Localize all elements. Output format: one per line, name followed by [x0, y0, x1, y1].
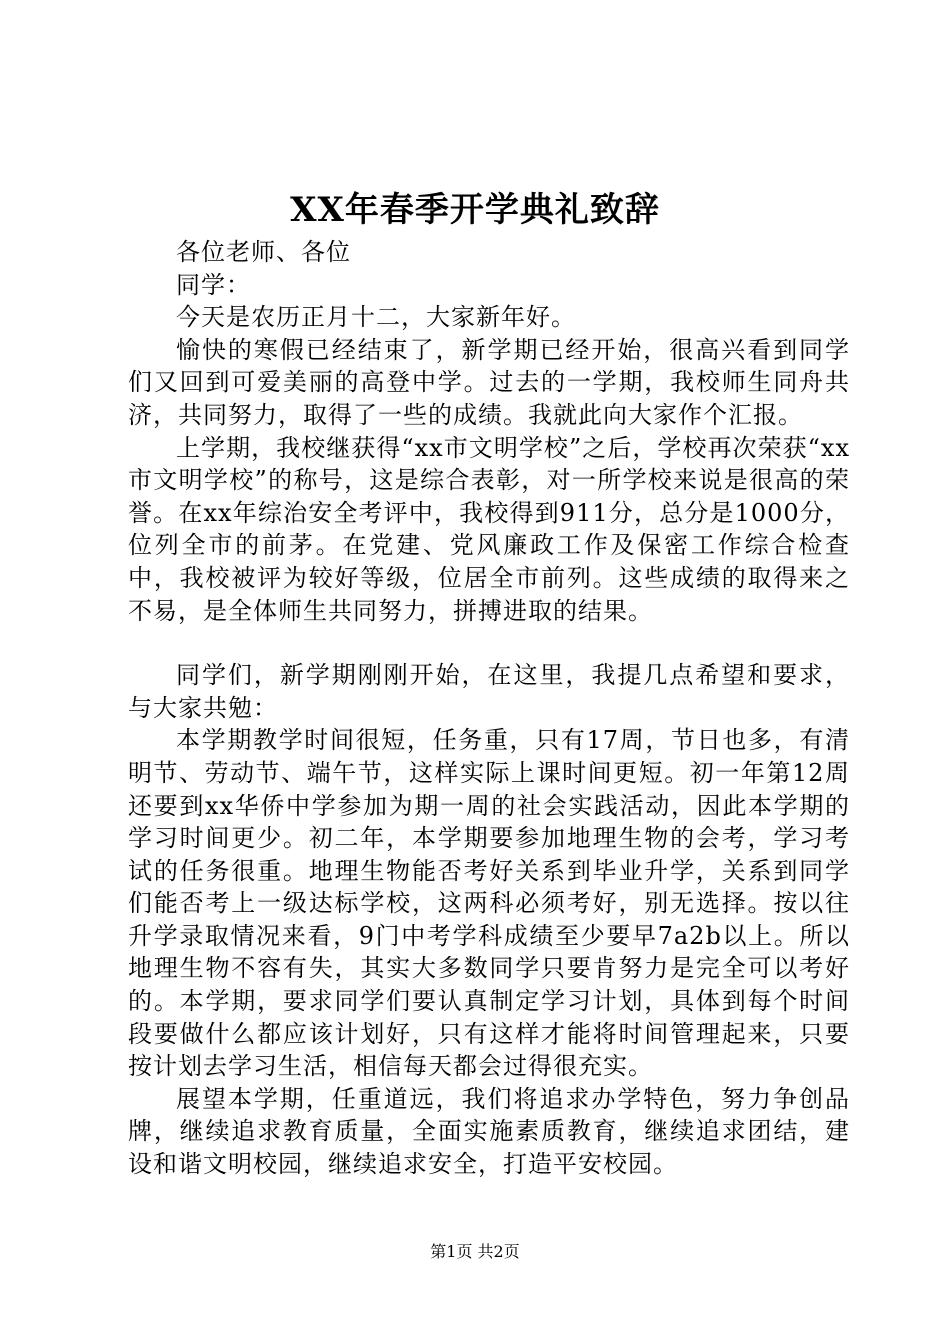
document-body	[128, 236, 850, 1181]
paragraph-expectations-intro: 同学们，新学期刚刚开始，在这里，我提几点希望和要求，与大家共勉：	[128, 661, 850, 722]
paragraph-achievements: 上学期，我校继获得“xx市文明学校”之后，学校再次荣获“xx市文明学校”的称号，这是综合表彰，对一所学校来说是很高的荣誉。在xx年综治安全考评中，我校得到911分，总分是1000分，位列全市的前茅。在党建、党风廉政工作及保密工作综合检查中，我校被评为较好等级，位居全市前列。这些成绩的取得来之不易，是全体师生共同努力，拼搏进取的结果。	[128, 433, 850, 625]
paragraph-outlook: 展望本学期，任重道远，我们将追求办学特色，努力争创品牌，继续追求教育质量，全面实施素质教育，继续追求团结，建设和谐文明校园，继续追求安全，打造平安校园。	[128, 1084, 850, 1179]
paragraph-review: 愉快的寒假已经结束了，新学期已经开始，很高兴看到同学们又回到可爱美丽的高登中学。过去的一学期，我校师生同舟共济，共同努力，取得了一些的成绩。我就此向大家作个汇报。	[128, 335, 850, 429]
page-footer: 第1页 共2页	[430, 1242, 520, 1261]
salutation-line-1: 各位老师、各位	[176, 238, 351, 266]
document-title: XX年春季开学典礼致辞	[290, 190, 660, 230]
salutation-line-2: 同学：	[176, 270, 251, 299]
paragraph-study-plan: 本学期教学时间很短，任务重，只有17周，节日也多，有清明节、劳动节、端午节，这样实际上课时间更短。初一年第12周还要到xx华侨中学参加为期一周的社会实践活动，因此本学期的学习时间更少。初二年，本学期要参加地理生物的会考，学习考试的任务很重。地理生物能否考好关系到毕业升学，关系到同学们能否考上一级达标学校，这两科必须考好，别无选择。按以往升学录取情况来看，9门中考学科成绩至少要早7a2b以上。所以地理生物不容有失，其实大多数同学只要肯努力是完全可以考好的。本学期，要求同学们要认真制定学习计划，具体到每个时间段要做什么都应该计划好，只有这样才能将时间管理起来，只要按计划去学习生活，相信每天都会过得很充实。	[128, 726, 850, 1081]
greeting-paragraph: 今天是农历正月十二，大家新年好。	[176, 303, 576, 332]
